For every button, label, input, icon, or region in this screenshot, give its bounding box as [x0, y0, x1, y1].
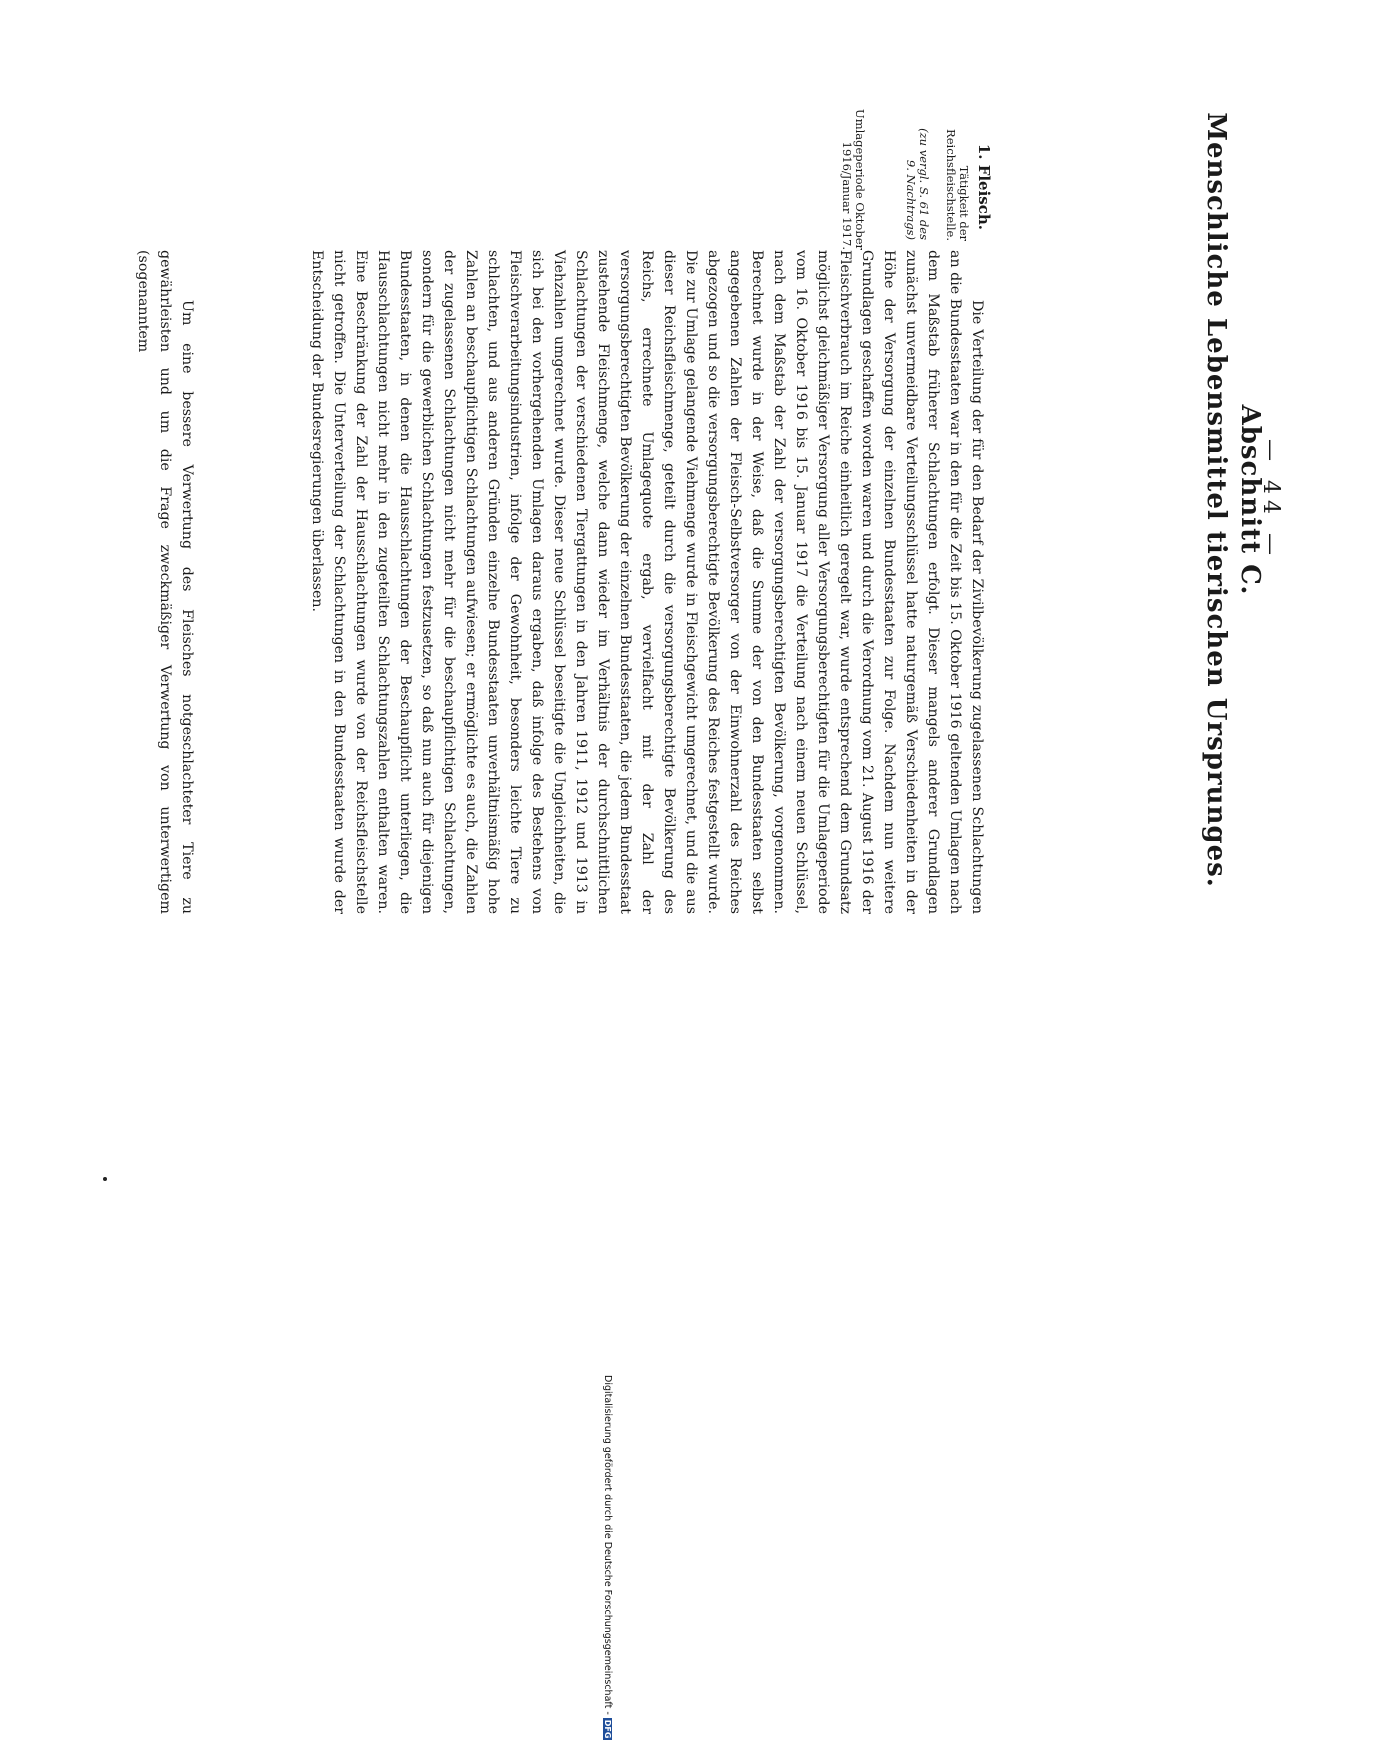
page-number: — 44 —	[1258, 439, 1283, 561]
section-title: Abschnitt C.	[1235, 404, 1265, 596]
section-subtitle: Menschliche Lebensmittel tierischen Ursprunges.	[1201, 112, 1231, 888]
body-paragraph: Die Verteilung der für den Bedarf der Zivilbevölkerung zugelassenen Schlachtungen an die Bundesstaaten war in den für die Zeit bis 15. Oktober 1916 geltenden Umlagen nach dem Maßstab früherer Schlachtungen erfolgt. Dieser mangels anderer Grundlagen zunächst unvermeidbare Verteilungsschlüssel hatte naturgemäß Verschiedenheiten in der Höhe der Versorgung der einzelnen Bundesstaaten zur Folge. Nachdem nun weitere Grundlagen geschaffen worden waren und durch die Verordnung vom 21. August 1916 der Fleischverbrauch im Reiche einheitlich geregelt war, wurde entsprechend dem Grundsatz möglichst gleichmäßiger Versorgung aller Versorgungsberechtigten für die Umlageperiode vom 16. Oktober 1916 bis 15. Januar 1917 die Verteilung nach einem neuen Schlüssel, nach dem Maßstab der Zahl der versorgungsberechtigten Bevölkerung, vorgenommen. Berechnet wurde in der Weise, daß die Summe der von den Bundesstaaten selbst angegebenen Zahlen der Fleisch-Selbstversorger von der Einwohnerzahl des Reiches abgezogen und so die versorgungsberechtigte Bevölkerung des Reiches festgestellt wurde. Die zur Umlage gelangende Viehmenge wurde in Fleischgewicht umgerechnet, und die aus dieser Reichsfleischmenge, geteilt durch die versorgungsberechtigte Bevölkerung des Reichs, errechnete Umlagequote ergab, vervielfacht mit der Zahl der versorgungsberechtigten Bevölkerung der einzelnen Bundesstaaten, die jedem Bundesstaat zustehende Fleischmenge, welche dann wieder im Verhältnis der durchschnittlichen Schlachtungen der verschiedenen Tiergattungen in den Jahren 1911, 1912 und 1913 in Viehzahlen umgerechnet wurde. Dieser neue Schlüssel beseitigte die Ungleichheiten, die sich bei den vorhergehenden Umlagen daraus ergaben, daß infolge des Bestehens von Fleischverarbeitungsindustrien, infolge der Gewohnheit, besonders leichte Tiere zu schlachten, und aus anderen Gründen einzelne Bundesstaaten unverhältnismäßig hohe Zahlen an beschaupflichtigen Schlachtungen aufwiesen; er ermöglichte es auch, die Zahlen der zugelassenen Schlachtungen nicht mehr für die beschaupflichtigen Schlachtungen, sondern für die gewerblichen Schlachtungen festzusetzen, so daß nun auch für diejenigen Bundesstaaten, in denen die Hausschlachtungen der Beschaupflicht unterliegen, die Hausschlachtungen nicht mehr in den zugeteilten Schlachtungszahlen enthalten waren. Eine Beschränkung der Zahl der Hausschlachtungen wurde von der Reichsfleischstelle nicht getroffen. Die Unterverteilung der Schlachtungen in den Bundesstaaten wurde der Entscheidung der Bundesregierungen überlassen.	[309, 250, 985, 914]
margin-heading: 1. Fleisch.	[975, 143, 993, 230]
margin-note-period: Umlageperiode Oktober 1916/Januar 1917.	[840, 109, 867, 250]
scan-speck	[103, 1177, 107, 1181]
body-paragraph: Um eine bessere Verwertung des Fleisches notgeschlachteter Tiere zu gewährleisten und um die Frage zweckmäßiger Verwertung von unterwertigem (sogenanntem	[135, 250, 195, 914]
digitization-credit	[602, 1375, 613, 1760]
credit-text: Digitalisierung gefördert durch die Deutsche Forschungsgemeinschaft -	[602, 1375, 613, 1715]
margin-note-reference: (zu vergl. S. 61 des 9. Nachtrags)	[904, 128, 931, 240]
dfg-logo-icon: DFG	[603, 1719, 612, 1739]
margin-note-activity: Tätigkeit der Reichsfleischstelle.	[944, 129, 971, 241]
